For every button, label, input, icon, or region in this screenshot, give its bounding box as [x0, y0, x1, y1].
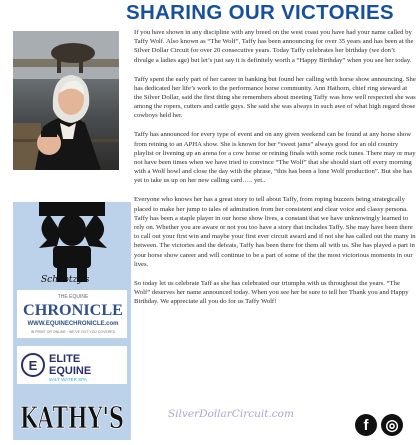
chronicle-line1: THE EQUINE: [57, 294, 89, 300]
article-paragraph: If you have shown in any discipline with any breed on the west coast you have had your name called by Taffy Wolf. Also known as “The Wolf”, Taffy has been announcing for over 35 years and has been at the Silver Dollar Circuit for over 20 consecutive years. Today Taffy celebrates her birthday (we don’t divulge a ladies age) but let’s just say it is definitely worth a “Happy Birthday” when you see her today.: [134, 29, 414, 64]
taffy-wolf-photo: [13, 31, 119, 170]
website-signature[interactable]: SilverDollarCircuit.com: [168, 408, 294, 420]
instagram-icon[interactable]: ◎: [381, 414, 403, 436]
kathys-logo[interactable]: [20, 401, 124, 436]
page-title: SHARING OUR VICTORIES: [126, 1, 394, 24]
equine-chronicle-logo[interactable]: [17, 290, 127, 338]
chronicle-tagline: IN PRINT OR ONLINE · WE'VE GOT YOU COVERED: [30, 330, 116, 334]
elite-line2: EQUINE: [49, 365, 92, 377]
article-paragraph: Taffy spent the early part of her career in banking but found her calling with horse show announcing. She has dedicated her life’s work to the performance horse community. Ann Hathorn, chief ring steward at the Silver Dollar, said the first thing she remembers about meeting Taffy was how well respected she was among the ropers, cutters and cattle guys. She said she was always in such awe of what high regard those cowboys held her.: [134, 75, 416, 120]
elite-line1: ELITE: [49, 353, 81, 365]
chronicle-url: WWW.EQUINECHRONICLE.com: [27, 321, 119, 327]
elite-line3: SALT WATER SPA: [49, 377, 87, 382]
sponsor-sidebar: [13, 202, 131, 440]
schotzy-logo-text: Schootzy's: [41, 275, 90, 285]
schotzy-logo: [39, 202, 107, 285]
elite-mark-icon: E: [28, 358, 38, 373]
article-paragraph: Everyone who knows her has a great story to tell about Taffy, from roping buzzers being strategically placed to make her jump to tales of admiration from her consistent and clear voice and classy persona. Taffy has been a staple player in our horse show lives, a constant that we have unknowingly learned to rely on. Whether you are aware or not you too have a story that includes Taffy. She may have been there to call out your first win and maybe your first ever circuit award and if not she has called out the many in between. The victories and the defeats, Taffy has been there for them all with us. She has played a part in your horse show career and will continue to be a part of some of the the most victorious moments in our lives.: [134, 196, 416, 268]
facebook-icon[interactable]: f: [355, 414, 377, 436]
chronicle-line2: CHRONICLE: [23, 302, 123, 319]
article-body: [134, 28, 416, 316]
article-paragraph: Taffy has announced for every type of event and on any given weekend can be found at any horse show from reining to an APHA show. She is known for her “sweet jams” always good for an old country playlist or livening up an arena for a cow horse or reining finals with some rock tunes. There may or may not have been times when we have tried to convince “The Wolf” that she should start off every morning with a Wolf howl and close the day with the phrase, “this has been a lone Wolf production”. But she has yet to take us up on her new calling card….. yet..: [134, 131, 416, 185]
kathys-logo-text: KATHY'S: [20, 401, 124, 436]
elite-equine-logo[interactable]: [17, 346, 127, 384]
article-paragraph: So today let us celebrate Taff as she has celebrated our triumphs with us throughout the years. “The Wolf” deserves her name announced today. When you see her be sure to tell her Thank you and Happy Birthday. We appreciate all you do for us Taffy Wolf!: [134, 279, 409, 306]
